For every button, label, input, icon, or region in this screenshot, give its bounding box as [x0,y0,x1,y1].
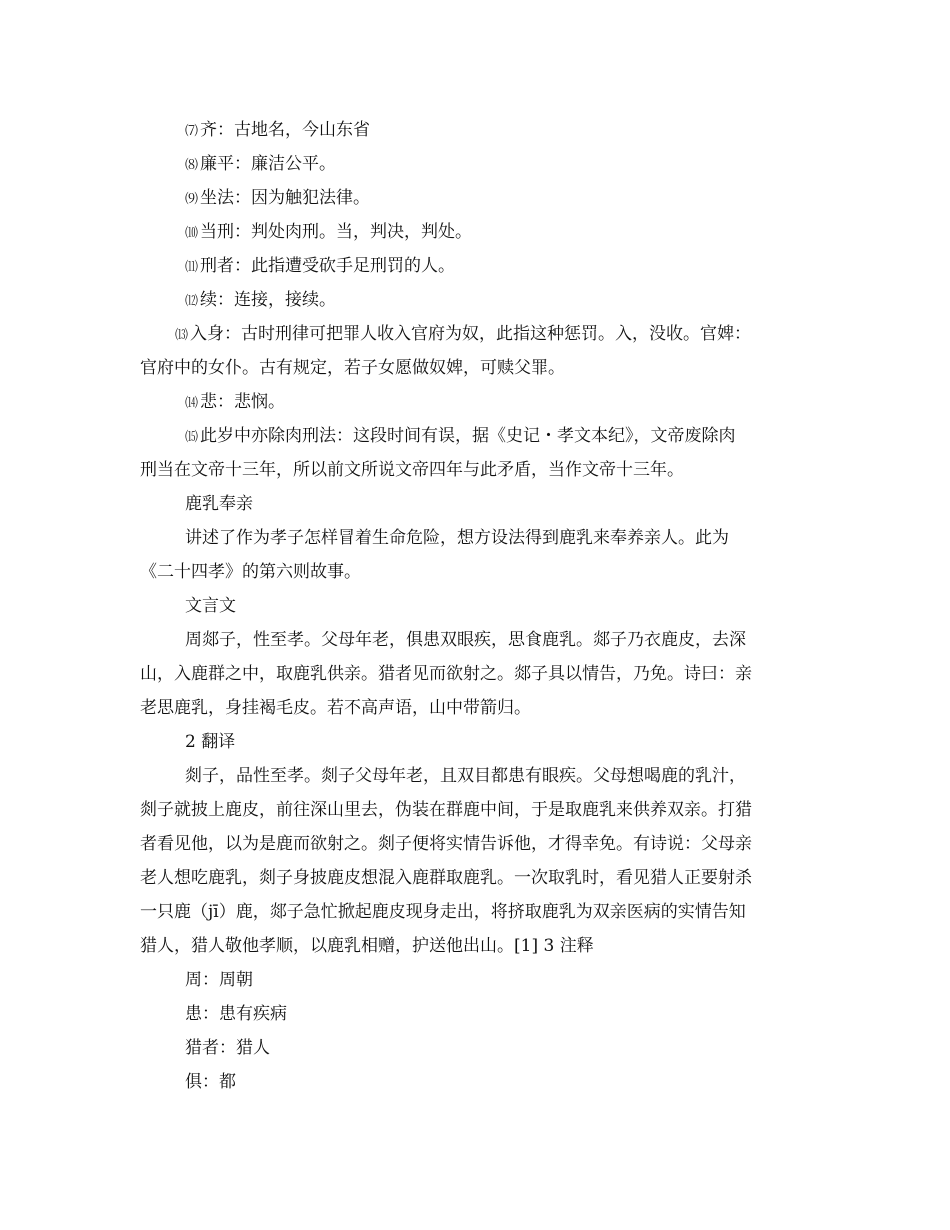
note-text: 入身：古时刑律可把罪人收入官府为奴，此指这种惩罚。入，没收。官婢： [190,324,752,344]
note-12 [185,289,336,313]
note-number: ⒂ [185,430,199,445]
classical-line: 山，入鹿群之中，取鹿乳供亲。猎者见而欲射之。郯子具以情告，乃免。诗曰：亲 [140,664,752,684]
note-text: 此岁中亦除肉刑法：这段时间有误，据《史记・孝文本纪》，文帝废除肉 [200,426,736,446]
note-10 [185,221,472,245]
note-15-line-1 [185,425,736,449]
classical-line: 周郯子，性至孝。父母年老，俱患双眼疾，思食鹿乳。郯子乃衣鹿皮，去深 [185,630,746,650]
note-text: 齐：古地名，今山东省 [200,120,371,140]
classical-line: 老思鹿乳，身挂褐毛皮。若不高声语，山中带箭归。 [140,698,531,718]
note-14 [185,391,285,415]
note-text: 悲：悲悯。 [200,392,286,412]
intro-line-1: 讲述了作为孝子怎样冒着生命危险，想方设法得到鹿乳来奉养亲人。此为 [185,528,729,548]
note-text: 当刑：判处肉刑。当，判决，判处。 [200,222,473,242]
note-13-line-1 [175,323,751,347]
note-number: ⑽ [185,226,199,241]
note-8 [185,153,336,177]
note-13-line-2: 官府中的女仆。古有规定，若子女愿做奴婢，可赎父罪。 [140,358,565,378]
note-9 [185,187,370,211]
annotation-item: 患：患有疾病 [185,1004,287,1024]
note-text: 坐法：因为触犯法律。 [200,188,371,208]
translation-line: 猎人，猎人敬他孝顺，以鹿乳相赠，护送他出山。[1] 3 注释 [140,936,594,956]
note-text: 续：连接，接续。 [200,290,337,310]
translation-line: 老人想吃鹿乳，剡子身披鹿皮想混入鹿群取鹿乳。一次取乳时，看见猎人正要射杀 [140,868,752,888]
classical-heading: 文言文 [185,596,236,616]
note-number: ⒁ [185,396,199,411]
note-11 [185,255,455,279]
note-number: ⑾ [185,260,199,275]
note-7 [185,119,370,143]
annotation-item: 周：周朝 [185,970,253,990]
note-15-line-2: 刑当在文帝十三年，所以前文所说文帝四年与此矛盾，当作文帝十三年。 [140,460,684,480]
note-number: ⑼ [185,192,199,207]
note-number: ⒀ [175,328,189,343]
note-text: 刑者：此指遭受砍手足刑罚的人。 [200,256,456,276]
note-number: ⑿ [185,294,199,309]
story-title: 鹿乳奉亲 [185,494,253,514]
translation-line: 一只鹿（jī）鹿，郯子急忙掀起鹿皮现身走出，将挤取鹿乳为双亲医病的实情告知 [140,902,746,922]
intro-line-2: 《二十四孝》的第六则故事。 [140,562,361,582]
note-text: 廉平：廉洁公平。 [200,154,337,174]
note-number: ⑺ [185,124,199,139]
translation-heading: 2 翻译 [185,732,236,752]
note-number: ⑻ [185,158,199,173]
translation-line: 者看见他，以为是鹿而欲射之。剡子便将实情告诉他，才得幸免。有诗说：父母亲 [140,834,752,854]
annotation-item: 俱：都 [185,1072,236,1092]
annotation-item: 猎者：猎人 [185,1038,270,1058]
translation-line: 剡子，品性至孝。剡子父母年老，且双目都患有眼疾。父母想喝鹿的乳汁， [185,766,746,786]
translation-line: 剡子就披上鹿皮，前往深山里去，伪装在群鹿中间，于是取鹿乳来供养双亲。打猎 [140,800,752,820]
